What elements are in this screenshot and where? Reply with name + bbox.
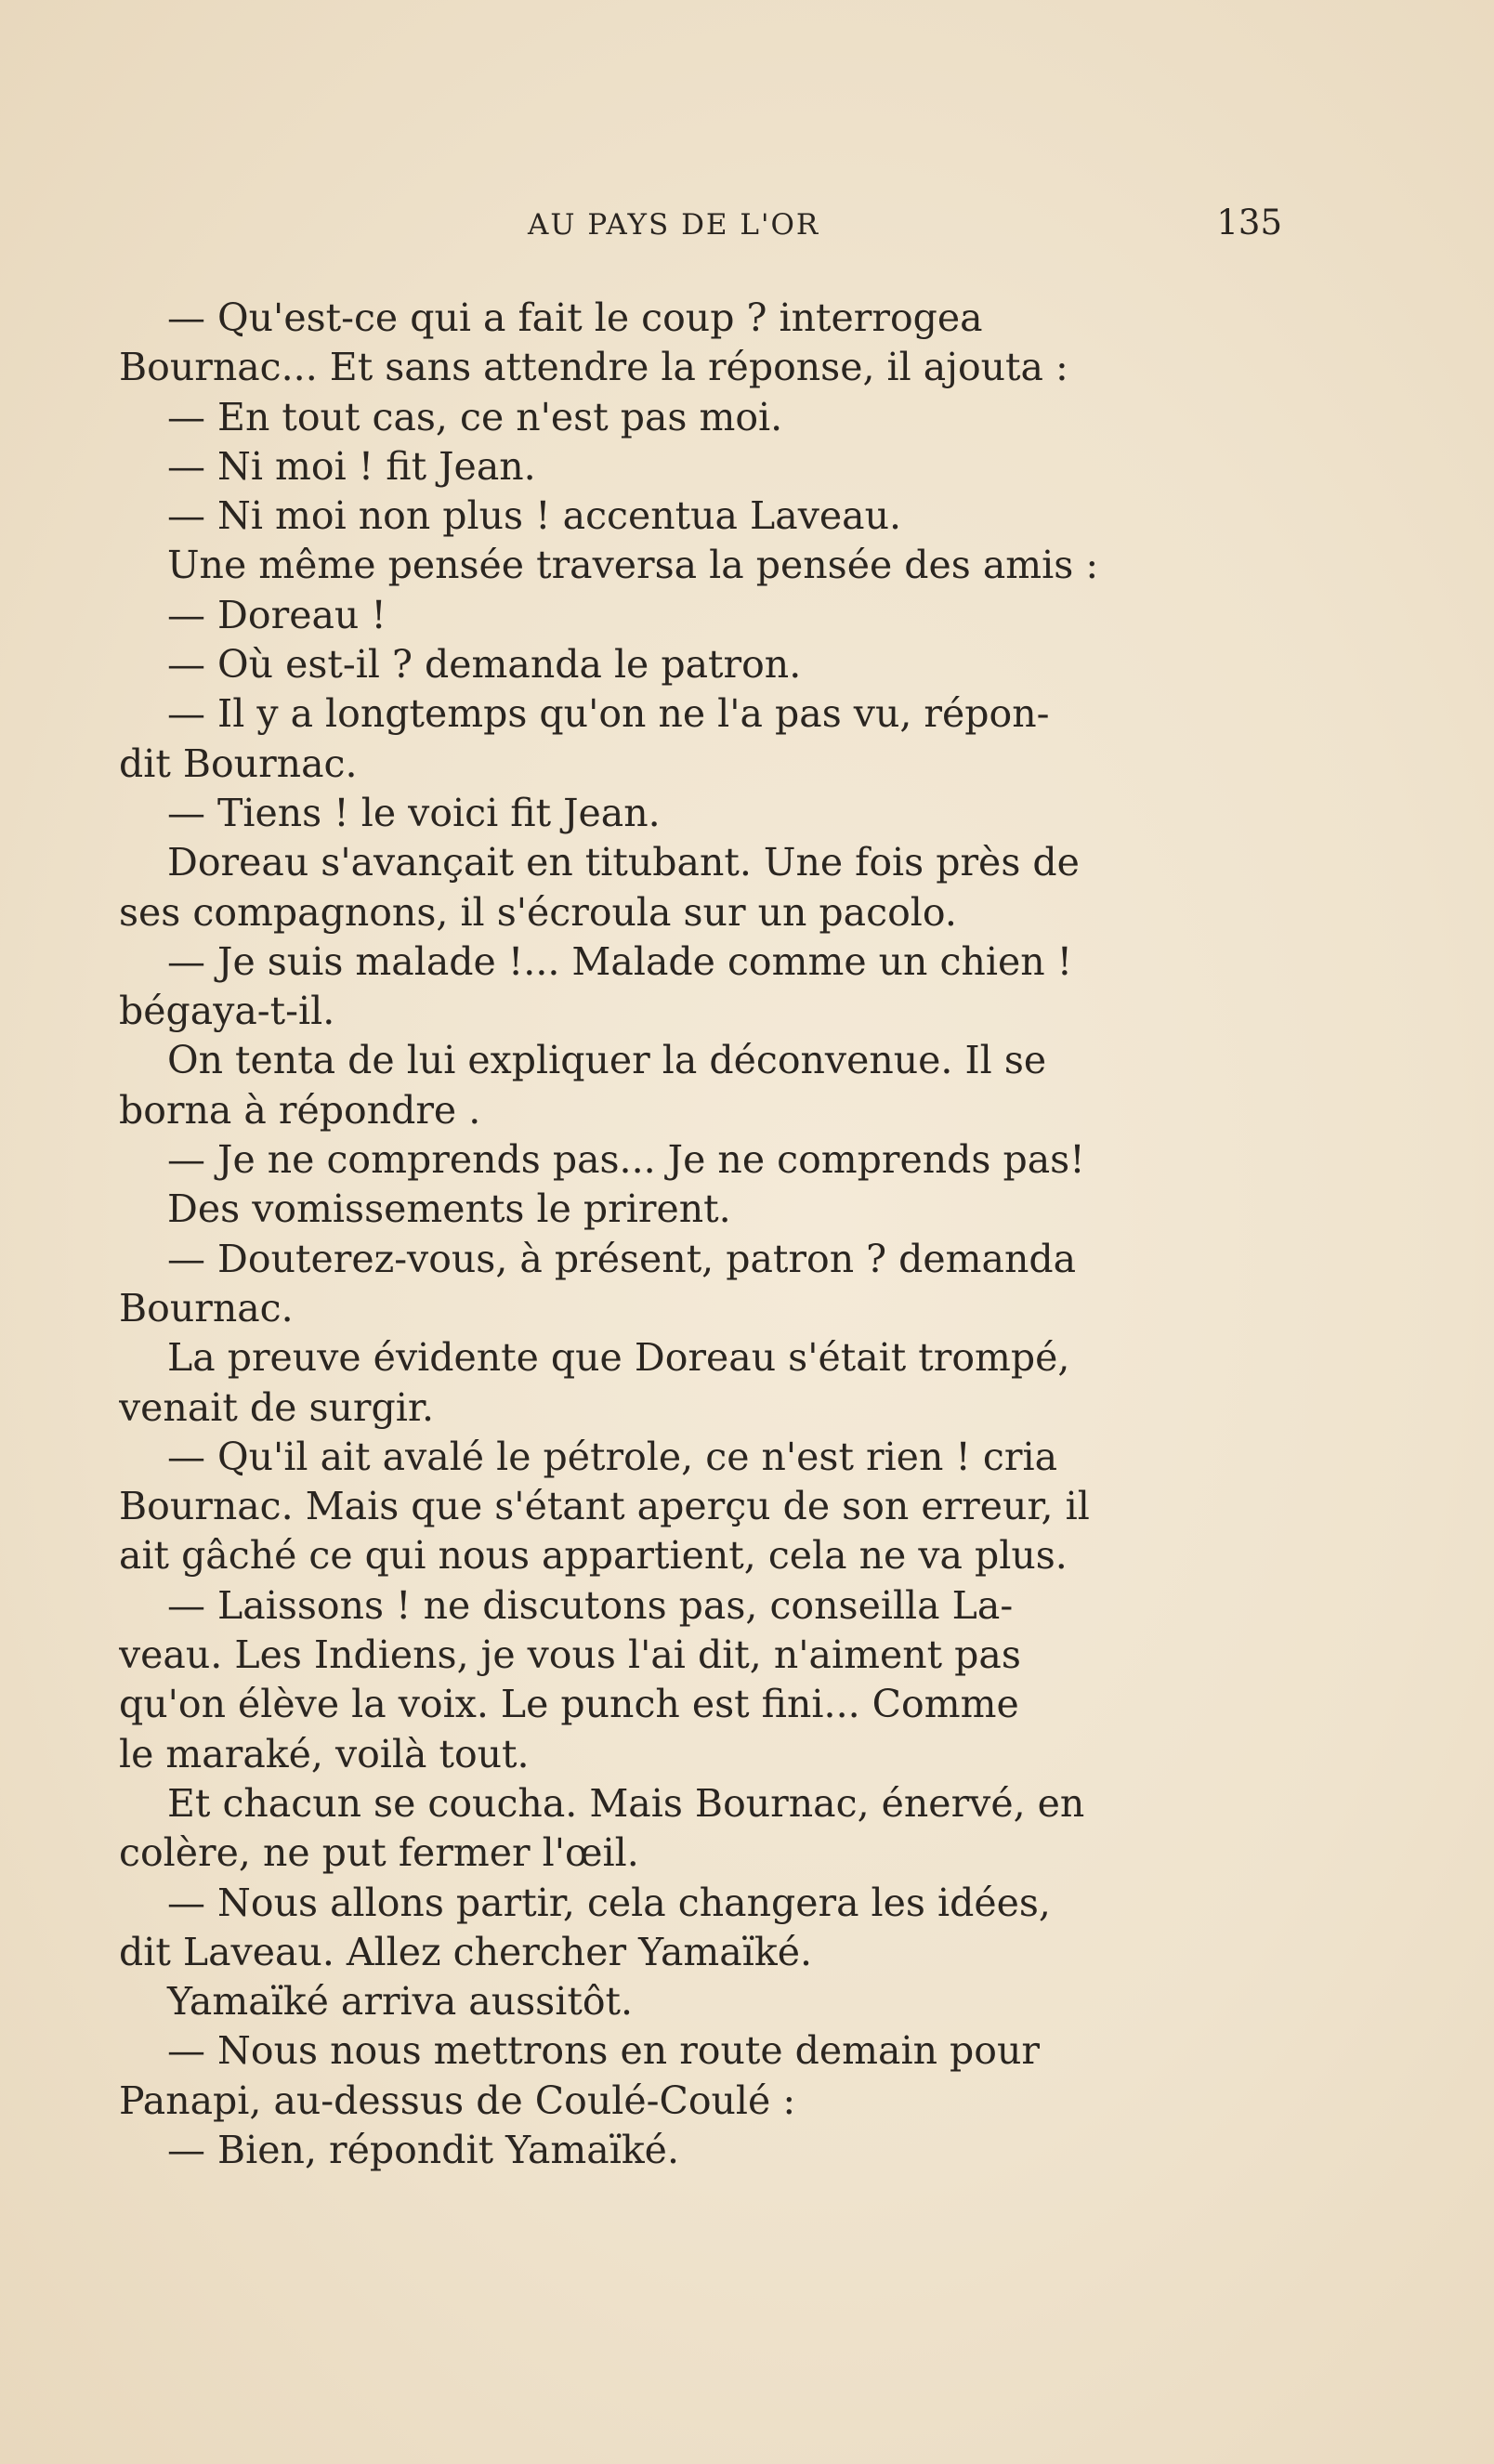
text-line: dit Laveau. Allez chercher Yamaïké. xyxy=(119,1929,813,1974)
text-line: borna à répondre . xyxy=(119,1087,481,1133)
text-line: Bournac... Et sans attendre la réponse, il ajouta : xyxy=(119,345,1068,390)
text-line: qu'on élève la voix. Le punch est fini... Comme xyxy=(119,1682,1019,1727)
running-title: AU PAYS DE L'OR xyxy=(528,208,820,242)
text-line: veau. Les Indiens, je vous l'ai dit, n'aiment pas xyxy=(119,1632,1021,1678)
text-line: bégaya-t-il. xyxy=(119,989,335,1034)
text-line: — Ni moi non plus ! accentua Laveau. xyxy=(167,493,902,539)
text-line: dit Bournac. xyxy=(119,741,358,786)
text-line: — Nous allons partir, cela changera les idées, xyxy=(167,1880,1051,1925)
text-line: Des vomissements le prirent. xyxy=(167,1186,731,1232)
text-line: — Tiens ! le voici fit Jean. xyxy=(167,790,661,835)
text-line: — Il y a longtemps qu'on ne l'a pas vu, répon- xyxy=(167,691,1050,737)
text-line: — Qu'il ait avalé le pétrole, ce n'est rien ! cria xyxy=(167,1434,1058,1479)
text-line: — Je suis malade !... Malade comme un chien ! xyxy=(167,938,1073,984)
text-line: — Doreau ! xyxy=(167,592,387,637)
text-line: — Bien, répondit Yamaïké. xyxy=(167,2127,679,2172)
text-line: — Nous nous mettrons en route demain pour xyxy=(167,2028,1040,2074)
page-number: 135 xyxy=(1216,203,1282,242)
text-line: Panapi, au-dessus de Coulé-Coulé : xyxy=(119,2077,796,2123)
text-line: La preuve évidente que Doreau s'était trompé, xyxy=(167,1335,1070,1381)
text-line: Et chacun se coucha. Mais Bournac, énervé, en xyxy=(167,1780,1085,1826)
body-text xyxy=(119,294,1282,2175)
text-line: — Laissons ! ne discutons pas, conseilla La- xyxy=(167,1582,1014,1628)
text-line: venait de surgir. xyxy=(119,1384,434,1430)
text-line: Bournac. Mais que s'étant aperçu de son erreur, il xyxy=(119,1484,1090,1529)
text-line: — Je ne comprends pas... Je ne comprends pas! xyxy=(167,1137,1085,1183)
text-line: Doreau s'avançait en titubant. Une fois près de xyxy=(167,840,1080,885)
text-line: — Où est-il ? demanda le patron. xyxy=(167,642,802,688)
text-line: Yamaïké arriva aussitôt. xyxy=(167,1979,634,2025)
text-line: Une même pensée traversa la pensée des amis : xyxy=(167,543,1099,588)
text-line: ses compagnons, il s'écroula sur un pacolo. xyxy=(119,889,957,935)
text-line: — Qu'est-ce qui a fait le coup ? interrogea xyxy=(167,295,983,340)
text-line: ait gâché ce qui nous appartient, cela ne va plus. xyxy=(119,1533,1068,1579)
text-line: — Ni moi ! fit Jean. xyxy=(167,443,536,489)
text-line: le maraké, voilà tout. xyxy=(119,1731,530,1776)
page-header xyxy=(119,203,1282,247)
text-line: On tenta de lui expliquer la déconvenue. Il se xyxy=(167,1038,1047,1083)
text-line: — Douterez-vous, à présent, patron ? demanda xyxy=(167,1236,1077,1281)
text-line: — En tout cas, ce n'est pas moi. xyxy=(167,394,783,439)
text-line: Bournac. xyxy=(119,1285,294,1330)
text-line: colère, ne put fermer l'œil. xyxy=(119,1830,639,1876)
